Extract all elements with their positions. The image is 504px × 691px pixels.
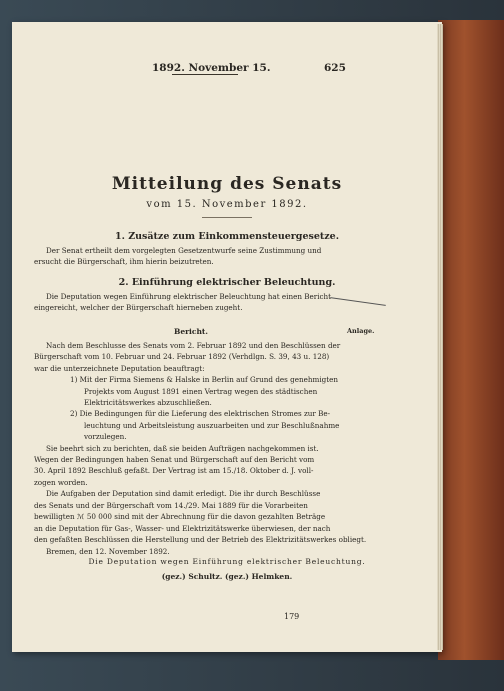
report-line: den gefaßten Beschlüssen die Herstellung und der Betrieb des Elektrizitätswerkes obliegt. bbox=[34, 534, 367, 544]
document-page bbox=[12, 22, 442, 652]
report-line: war die unterzeichnete Deputation beauftragt: bbox=[34, 363, 205, 373]
report-body bbox=[34, 340, 430, 558]
report-line: Bürgerschaft vom 10. Februar und 24. Februar 1892 (Verhdlgn. S. 39, 43 u. 128) bbox=[34, 352, 330, 362]
report-heading: Bericht. bbox=[174, 327, 209, 336]
signature-title: Die Deputation wegen Einführung elektrischer Beleuchtung. bbox=[88, 557, 366, 566]
report-line: 30. April 1892 Beschluß gefaßt. Der Vertrag ist am 15./18. Oktober d. J. voll- bbox=[34, 466, 314, 476]
section1-line: Der Senat ertheilt dem vorgelegten Gesetzentwurfe seine Zustimmung und bbox=[46, 246, 322, 255]
header-rule bbox=[172, 74, 238, 75]
book-binding bbox=[438, 20, 504, 660]
section1-heading: 1. Zusätze zum Einkommensteuergesetze. bbox=[114, 231, 340, 242]
page-edge bbox=[437, 24, 443, 650]
report-line: leuchtung und Arbeitsleistung auszuarbeiten und zur Beschlußnahme bbox=[84, 420, 340, 430]
section2-line: Die Deputation wegen Einführung elektrischer Beleuchtung hat einen Bericht bbox=[46, 292, 332, 301]
margin-note: Anlage. bbox=[347, 327, 375, 335]
section1-text bbox=[34, 245, 430, 268]
header-date: 1892. November 15. bbox=[152, 62, 271, 74]
page-number: 625 bbox=[324, 62, 346, 74]
report-line: Nach dem Beschlusse des Senats vom 2. Februar 1892 und den Beschlüssen der bbox=[46, 341, 341, 350]
report-line: Wegen der Bedingungen haben Senat und Bürgerschaft auf den Bericht vom bbox=[34, 455, 315, 465]
report-line: Projekts vom August 1891 einen Vertrag wegen des städtischen bbox=[84, 386, 318, 396]
report-line: 1) Mit der Firma Siemens & Halske in Berlin auf Grund des genehmigten bbox=[70, 375, 338, 385]
signatures: (gez.) Schultz. (gez.) Helmken. bbox=[161, 572, 293, 581]
report-line: Elektricitätswerkes abzuschließen. bbox=[84, 398, 212, 408]
report-line: zogen worden. bbox=[34, 477, 88, 487]
report-date: Bremen, den 12. November 1892. bbox=[46, 547, 170, 557]
page-subtitle: vom 15. November 1892. bbox=[146, 199, 308, 210]
report-line: bewilligten ℳ 50 000 sind mit der Abrechnung für die davon gezahlten Beträge bbox=[34, 512, 326, 522]
report-line: des Senats und der Bürgerschaft vom 14./29. Mai 1889 für die Vorarbeiten bbox=[34, 500, 308, 510]
title-rule bbox=[202, 217, 252, 218]
section2-heading: 2. Einführung elektrischer Beleuchtung. bbox=[118, 277, 336, 288]
report-line: 2) Die Bedingungen für die Lieferung des elektrischen Stromes zur Be- bbox=[70, 409, 331, 419]
section2-line: eingereicht, welcher der Bürgerschaft hierneben zugeht. bbox=[34, 303, 243, 313]
section1-line: ersucht die Bürgerschaft, ihm hierin beizutreten. bbox=[34, 257, 214, 267]
report-line: Sie beehrt sich zu berichten, daß sie beiden Aufträgen nachgekommen ist. bbox=[46, 443, 319, 453]
report-line: Die Aufgaben der Deputation sind damit erledigt. Die ihr durch Beschlüsse bbox=[46, 489, 321, 499]
page-title: Mitteilung des Senats bbox=[111, 174, 343, 194]
footer-number: 179 bbox=[284, 612, 300, 621]
report-line: vorzulegen. bbox=[84, 432, 127, 442]
report-line: an die Deputation für Gas-, Wasser- und Elektrizitätswerke überwiesen, der nach bbox=[34, 523, 331, 533]
